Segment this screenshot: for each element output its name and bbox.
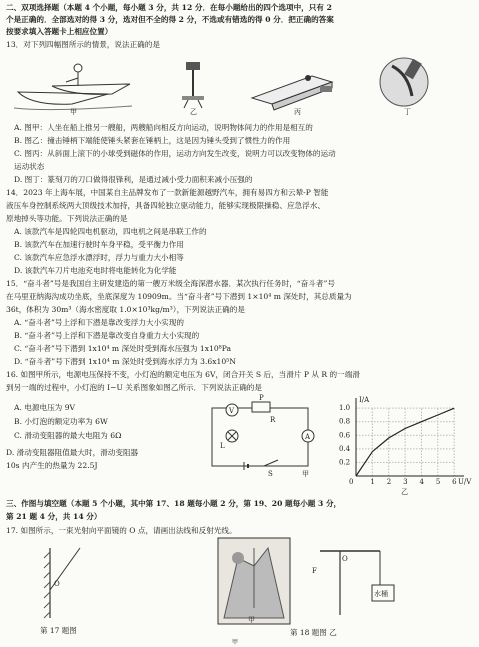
label-a: A (305, 433, 311, 441)
q14-line1: 14．2023 年上海车展，中国某自主品牌发布了一款新能源越野汽车，拥有易四方和云辇-P 智能 (6, 188, 329, 197)
y-tick-label: 0.4 (339, 444, 351, 453)
chart-fig-label: 乙 (401, 488, 409, 496)
q13-option-d: D. 图丁：篆刻刀的刀口做得很锋利，是通过减小受力面积来减小压强的 (14, 175, 253, 184)
fig-label-ding: 丁 (404, 108, 411, 116)
q13-option-b: B. 图乙：撞击锤柄下端能使锤头紧套在锤柄上，这是因为锤头受到了惯性力的作用 (14, 136, 291, 145)
q16-line2: 到另一端的过程中，小灯泡的 I−U 关系图象如图乙所示．下列说法正确的是 (6, 383, 262, 392)
q13-stem: 13．对下列四幅图所示的情景，说法正确的是 (6, 40, 160, 49)
x-tick-label: 1 (370, 478, 375, 486)
label-s: S (268, 470, 273, 478)
q16-option-d: D. 滑动变阻器阻值最大时，滑动变阻器 (6, 448, 139, 457)
y-tick-label: 0.6 (339, 431, 351, 440)
carving-figure (380, 58, 428, 106)
chart-labels (339, 404, 457, 486)
circuit-fig-label: 甲 (302, 470, 309, 478)
fig-label-yi: 乙 (190, 108, 197, 116)
q18-lever-diagram (310, 545, 410, 619)
x-tick-label: 3 (403, 478, 408, 486)
pivot-o-label: O (342, 555, 348, 563)
q13-figures (12, 56, 472, 114)
x-tick-label: 2 (386, 478, 392, 486)
q18-photo-figure (218, 538, 290, 624)
y-tick-label: 0.2 (339, 458, 351, 467)
bucket-label: 水桶 (374, 590, 388, 598)
q13-option-c: C. 图丙：从斜面上滚下的小球受到磁体的作用，运动方向发生改变，说明力可以改变物体的运动 (14, 149, 336, 158)
q15-option-a: A. “奋斗者”号上浮和下潜是靠改变浮力大小实现的 (14, 318, 184, 327)
chart-grid (356, 408, 454, 476)
fig-label-jia: 甲 (70, 108, 77, 116)
q14-option-c: C. 该款汽车应急浮水漂浮时，浮力与重力大小相等 (14, 253, 184, 262)
q13-option-c-cont: 运动状态 (14, 162, 45, 171)
x-tick-label: 4 (419, 478, 424, 486)
q18-photo-label: 甲 (248, 616, 255, 624)
label-r: R (270, 416, 276, 424)
q16-option-a: A. 电源电压为 9V (14, 403, 76, 412)
section2-heading-line3: 按要求填入答题卡上相应位置） (6, 27, 113, 36)
q14-line2: 液压车身控制系统两大顶级技术加持，具备四轮独立驱动能力，能够实现极限操稳、应急浮水、 (6, 201, 325, 210)
q15-line1: 15．“奋斗者”号是我国自主研发建造的第一艘万米级全海深潜水器．某次执行任务时，“奋斗者”号 (6, 279, 335, 288)
x-tick-label: 6 (452, 478, 457, 486)
q15-option-b: B. “奋斗者”号上浮和下潜是靠改变自身重力大小实现的 (14, 331, 200, 340)
q15-line2: 在马里亚纳海沟成功坐底，坐底深度为 10909m。当“奋斗者”号下潜到 1×10⁴ m 深处时，其总质量为 (6, 292, 352, 301)
chart-origin-label: 0 (349, 478, 354, 486)
q14-line3: 原地掉头等功能。下列说法正确的是 (6, 214, 128, 223)
q13-option-a: A. 图甲：人坐在船上推另一艘船，两艘船向相反方向运动，说明物体间力的作用是相互的 (14, 123, 313, 132)
q14-option-a: A. 该款汽车是四轮四电机驱动，四电机之间是串联工作的 (14, 227, 207, 236)
section3-heading-line2: 第 21 题 4 分，共 14 分） (6, 512, 102, 521)
y-tick-label: 1.0 (339, 404, 351, 413)
x-axis-label: U/V (458, 478, 472, 486)
q16-option-b: B. 小灯泡的额定功率为 6W (14, 417, 108, 426)
q14-option-d: D. 该款汽车刀片电池充电时将电能转化为化学能 (14, 266, 177, 275)
fig-label-bing: 丙 (294, 108, 301, 116)
q16-option-d-cont: 10s 内产生的热量为 22.5J (6, 461, 98, 470)
q16-iu-chart (338, 390, 472, 494)
section2-heading-line2: 个是正确的．全部选对的得 3 分，选对但不全的得 2 分，不选或有错选的得 0 分．把正确的答案 (6, 15, 334, 24)
q16-option-c: C. 滑动变阻器的最大电阻为 6Ω (14, 431, 122, 440)
q15-option-d: D. “奋斗者”号下潜到 1x10⁴ m 深处时受到海水浮力为 3.6x10⁵N (14, 357, 236, 366)
q15-line3: 36t，体积为 30m³（海水密度取 1.0×10³kg/m³），下列说法正确的是 (6, 305, 245, 314)
q15-option-c: C. “奋斗者”号下潜到 1x10⁴ m 深处时受到海水压强为 1x10⁸Pa (14, 344, 232, 353)
q18-caption: 第 18 题图 乙 (290, 628, 337, 637)
resistor-r (252, 402, 270, 412)
section3-heading-line1: 三、作图与填空题（本题 5 个小题，其中第 17、18 题每小题 2 分，第 19、20 题每小题 3 分， (6, 499, 342, 508)
boat-figure (14, 64, 132, 110)
label-v: V (229, 407, 235, 415)
page-footer: 甲 (232, 639, 239, 646)
q16-circuit-diagram (204, 396, 324, 478)
x-tick-label: 5 (435, 478, 441, 486)
point-o-label: O (54, 580, 60, 588)
y-axis-label: I/A (359, 396, 370, 404)
q14-option-b: B. 该款汽车在加速行驶时车身平稳，受平衡力作用 (14, 240, 184, 249)
q17-caption: 第 17 题图 (40, 626, 77, 635)
section2-heading-line1: 二、双项选择题（本题 4 个小题，每小题 3 分，共 12 分．在每小题给出的四个选项中，只有 2 (6, 3, 332, 12)
hammer-figure (182, 62, 204, 108)
q17-text: 17. 如图所示，一束光射向平面镜的 O 点，请画出法线和反射光线。 (6, 526, 237, 535)
q16-line1: 16. 如图甲所示，电源电压保持不变，小灯泡的额定电压为 6V，闭合开关 S 后，当滑片 P 从 R 的一端滑 (6, 370, 360, 379)
label-l: L (220, 442, 225, 450)
ramp-figure (252, 75, 332, 110)
label-p: P (259, 394, 264, 402)
force-f-label: F (312, 567, 317, 575)
y-tick-label: 0.8 (339, 417, 351, 426)
q17-mirror-figure (20, 540, 100, 620)
